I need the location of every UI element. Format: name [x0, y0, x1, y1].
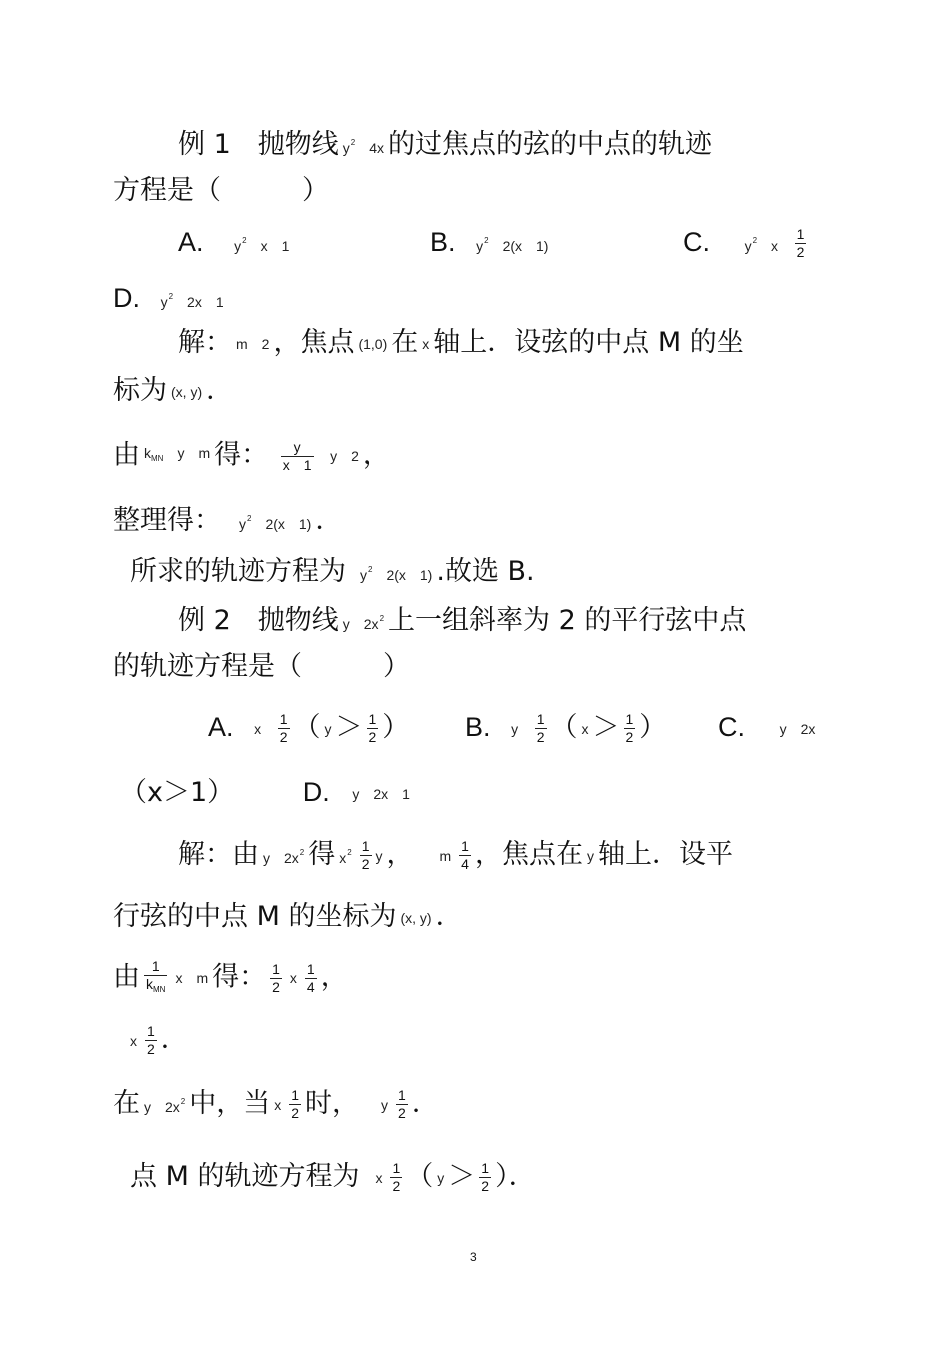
ex2-line-2: 的轨迹方程是（ ）: [113, 651, 410, 682]
ex1-solution-line-3: 由$k_{MN}$ y m 得： $\frac{y}{x 1}$ y 2 ，: [113, 438, 390, 473]
ex1-option-d: D. $y^2$ 2x 1: [113, 283, 224, 313]
fraction-y-over-x1: $\frac{y}{x 1}$: [282, 438, 312, 473]
ex2-solution-line-5: 在y $2x^2$ 中，当 x $\frac{1}{2}$ 时， y $\frac{1}{2}$ ．: [113, 1087, 439, 1121]
ex2-option-b: B. y $\frac{1}{2}$ （ x ＞ $\frac{1}{2}$ ）: [465, 711, 667, 745]
ex1-option-c: C. $y^2$ x $\frac{1}{2}$: [683, 226, 805, 260]
ex2-option-a: A. x $\frac{1}{2}$ （ y ＞ $\frac{1}{2}$ ）: [208, 711, 410, 745]
ex2-solution-line-2: 行弦的中点 M 的坐标为 (x, y) ．: [113, 901, 463, 932]
ex1-line-1: 例 1 抛物线 $y^2$ 4x 的过焦点的弦的中点的轨迹: [178, 129, 713, 160]
ex2-solution-line-1: 解：由 y $2x^2$ 得 $x^2$ $\frac{1}{2}$ y ， m $\frac{1}{4}$ ，焦点在 y 轴上．设平: [178, 838, 733, 872]
ex2-solution-line-3: 由 $\frac{1}{k_{MN}}$ x m 得： $\frac{1}{2}$ x $\frac{1}{4}$ ，: [113, 958, 348, 998]
ex1-option-b: B. $y^2$ 2(x 1): [430, 227, 549, 257]
ex1-solution-line-2: 标为 (x, y) ．: [113, 375, 234, 406]
ex1-solution-line-5: 所求的轨迹方程为 $y^2$ 2(x 1) .故选 B.: [130, 556, 535, 587]
ex2-option-c-cont: （x＞1） D. y 2x 1: [120, 777, 410, 808]
page-number: 3: [470, 1250, 477, 1264]
ex2-option-c: C. y 2x: [718, 712, 816, 742]
ex2-solution-line-4: x $\frac{1}{2}$ ．: [130, 1023, 188, 1057]
ex2-solution-line-6: 点 M 的轨迹方程为 x $\frac{1}{2}$ （ y ＞ $\frac{1}{2}$ ）．: [130, 1160, 536, 1194]
fraction-half: $\frac{1}{2}$: [796, 226, 805, 260]
ex1-solution-line-1: 解： m 2 ，焦点 (1,0) 在 x 轴上．设弦的中点 M 的坐: [178, 327, 744, 358]
ex1-solution-line-4: 整理得： $y^2$ 2(x 1) ．: [113, 505, 343, 536]
ex2-line-1: 例 2 抛物线 y $2x^2$ 上一组斜率为 2 的平行弦中点: [178, 605, 747, 636]
ex1-line-2: 方程是（ ）: [113, 175, 329, 206]
ex1-option-a: A. $y^2$ x 1: [178, 227, 290, 257]
